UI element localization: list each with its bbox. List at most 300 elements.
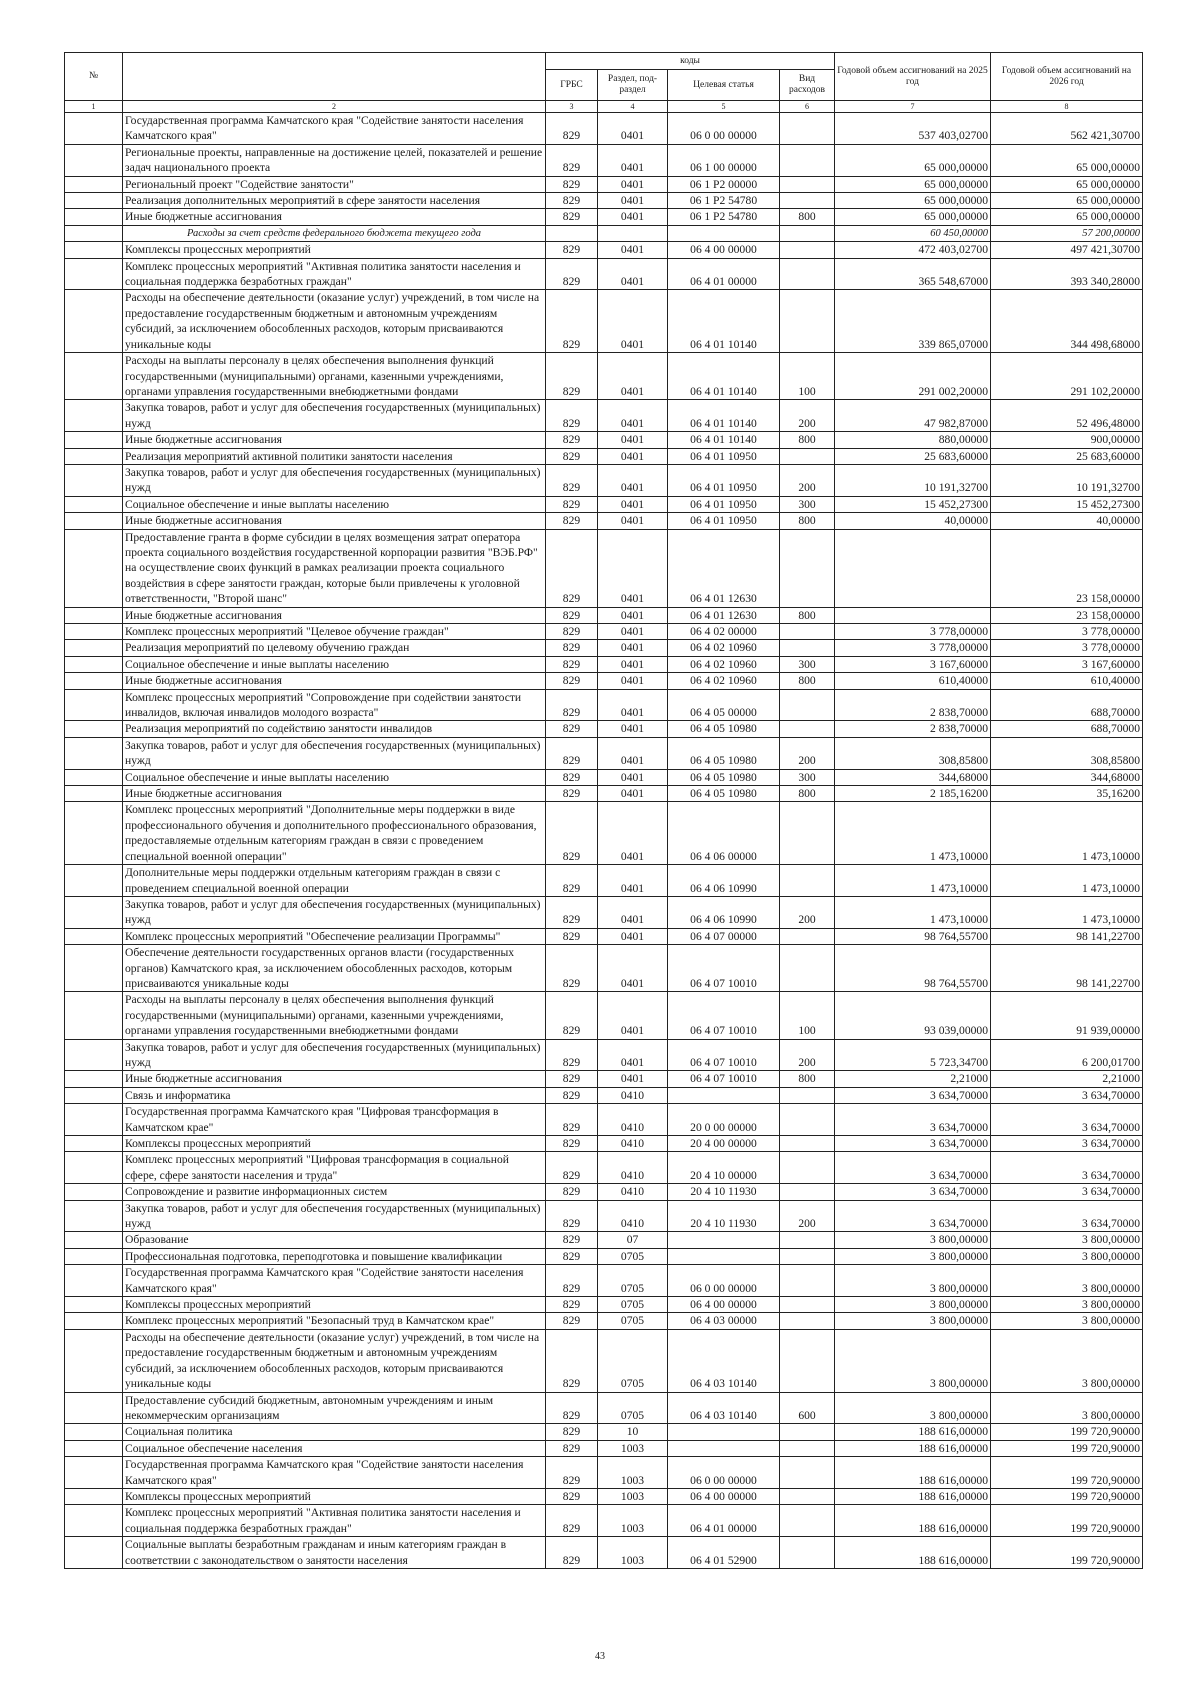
row-name: Социальное обеспечение и иные выплаты населению	[123, 496, 546, 512]
row-section: 0401	[598, 786, 668, 802]
row-volume-2025: 10 191,32700	[835, 464, 991, 496]
row-expense-type	[780, 1136, 835, 1152]
row-target-article: 06 4 07 10010	[668, 945, 780, 992]
table-row	[65, 1329, 1143, 1392]
row-section: 0401	[598, 865, 668, 897]
row-volume-2025: 1 473,10000	[835, 865, 991, 897]
row-target-article: 06 4 07 10010	[668, 1039, 780, 1071]
row-name: Закупка товаров, работ и услуг для обеспечения государственных (муниципальных) нужд	[123, 464, 546, 496]
row-section: 0401	[598, 673, 668, 689]
row-volume-2025: 188 616,00000	[835, 1537, 991, 1569]
row-volume-2026: 65 000,00000	[991, 209, 1143, 225]
row-volume-2026: 291 102,20000	[991, 353, 1143, 400]
row-target-article: 06 4 07 10010	[668, 992, 780, 1039]
row-volume-2025: 3 634,70000	[835, 1136, 991, 1152]
row-section: 0705	[598, 1248, 668, 1264]
header-colnum: 2	[123, 101, 546, 113]
row-expense-type	[780, 1152, 835, 1184]
row-volume-2026: 308,85800	[991, 737, 1143, 769]
row-grbs: 829	[546, 176, 598, 192]
table-row	[65, 209, 1143, 225]
row-name: Иные бюджетные ассигнования	[123, 673, 546, 689]
row-volume-2026: 52 496,48000	[991, 400, 1143, 432]
table-row	[65, 1505, 1143, 1537]
row-volume-2025: 15 452,27300	[835, 496, 991, 512]
row-section: 0705	[598, 1329, 668, 1392]
row-expense-type	[780, 1184, 835, 1200]
row-volume-2026: 3 634,70000	[991, 1200, 1143, 1232]
row-grbs: 829	[546, 1457, 598, 1489]
row-section: 0401	[598, 1071, 668, 1087]
row-number-cell	[65, 176, 123, 192]
row-number-cell	[65, 992, 123, 1039]
row-number-cell	[65, 737, 123, 769]
header-target: Целевая статья	[668, 70, 780, 101]
table-row	[65, 802, 1143, 865]
row-name: Социальное обеспечение населения	[123, 1440, 546, 1456]
row-target-article	[668, 1232, 780, 1248]
row-grbs: 829	[546, 144, 598, 176]
table-row	[65, 673, 1143, 689]
row-volume-2025: 3 634,70000	[835, 1087, 991, 1103]
row-expense-type	[780, 1440, 835, 1456]
row-target-article: 06 4 01 00000	[668, 258, 780, 290]
row-volume-2025: 291 002,20000	[835, 353, 991, 400]
row-target-article: 06 4 01 12630	[668, 529, 780, 607]
table-row	[65, 945, 1143, 992]
row-volume-2026: 3 800,00000	[991, 1329, 1143, 1392]
row-number-cell	[65, 432, 123, 448]
row-target-article: 06 4 01 10140	[668, 432, 780, 448]
row-section: 0401	[598, 1039, 668, 1071]
row-section: 0401	[598, 928, 668, 944]
row-section: 0705	[598, 1392, 668, 1424]
row-target-article: 06 4 01 10950	[668, 496, 780, 512]
row-grbs: 829	[546, 1184, 598, 1200]
row-volume-2025: 3 634,70000	[835, 1200, 991, 1232]
row-name: Закупка товаров, работ и услуг для обеспечения государственных (муниципальных) нужд	[123, 896, 546, 928]
table-row	[65, 992, 1143, 1039]
row-number-cell	[65, 673, 123, 689]
table-row	[65, 896, 1143, 928]
row-section: 0401	[598, 242, 668, 258]
row-volume-2025: 1 473,10000	[835, 896, 991, 928]
row-grbs: 829	[546, 721, 598, 737]
row-target-article: 06 4 02 10960	[668, 656, 780, 672]
row-target-article: 06 1 P2 54780	[668, 209, 780, 225]
row-name: Региональный проект "Содействие занятости"	[123, 176, 546, 192]
row-grbs: 829	[546, 1248, 598, 1264]
row-target-article: 06 1 P2 00000	[668, 176, 780, 192]
row-volume-2026: 3 634,70000	[991, 1184, 1143, 1200]
row-section: 0401	[598, 209, 668, 225]
row-volume-2025: 3 800,00000	[835, 1392, 991, 1424]
row-expense-type	[780, 689, 835, 721]
row-section: 0410	[598, 1104, 668, 1136]
row-number-cell	[65, 1488, 123, 1504]
row-section: 1003	[598, 1537, 668, 1569]
row-target-article: 06 4 02 10960	[668, 640, 780, 656]
row-target-article: 06 4 03 10140	[668, 1392, 780, 1424]
table-row	[65, 1087, 1143, 1103]
row-volume-2026: 91 939,00000	[991, 992, 1143, 1039]
table-row	[65, 624, 1143, 640]
row-volume-2025	[835, 607, 991, 623]
row-target-article: 06 1 P2 54780	[668, 193, 780, 209]
row-name: Иные бюджетные ассигнования	[123, 209, 546, 225]
row-grbs: 829	[546, 113, 598, 145]
row-name: Комплекс процессных мероприятий "Безопасный труд в Камчатском крае"	[123, 1313, 546, 1329]
row-volume-2026: 688,70000	[991, 721, 1143, 737]
row-name: Закупка товаров, работ и услуг для обеспечения государственных (муниципальных) нужд	[123, 737, 546, 769]
row-volume-2025: 610,40000	[835, 673, 991, 689]
row-name: Сопровождение и развитие информационных систем	[123, 1184, 546, 1200]
row-grbs: 829	[546, 496, 598, 512]
table-row	[65, 1152, 1143, 1184]
row-grbs: 829	[546, 640, 598, 656]
row-section: 0410	[598, 1136, 668, 1152]
row-number-cell	[65, 1248, 123, 1264]
row-number-cell	[65, 928, 123, 944]
table-row	[65, 144, 1143, 176]
table-row	[65, 640, 1143, 656]
row-number-cell	[65, 769, 123, 785]
row-target-article: 20 4 10 11930	[668, 1184, 780, 1200]
row-grbs: 829	[546, 1136, 598, 1152]
header-colnum: 3	[546, 101, 598, 113]
row-number-cell	[65, 529, 123, 607]
row-name: Расходы на выплаты персоналу в целях обеспечения выполнения функций государственными (муниципальными) органами, казенными учреждениями, органами управления государственными внебюджетными фондами	[123, 992, 546, 1039]
row-expense-type	[780, 290, 835, 353]
row-expense-type: 200	[780, 464, 835, 496]
row-name: Комплекс процессных мероприятий "Цифровая трансформация в социальной сфере, сфере занятости населения и труда"	[123, 1152, 546, 1184]
row-target-article: 06 4 01 00000	[668, 1505, 780, 1537]
row-grbs: 829	[546, 290, 598, 353]
row-section: 0401	[598, 290, 668, 353]
row-volume-2025: 339 865,07000	[835, 290, 991, 353]
row-section: 0401	[598, 529, 668, 607]
row-volume-2025: 3 167,60000	[835, 656, 991, 672]
row-name: Комплекс процессных мероприятий "Активная политика занятости населения и социальная поддержка безработных граждан"	[123, 1505, 546, 1537]
row-number-cell	[65, 1184, 123, 1200]
row-target-article: 06 4 03 00000	[668, 1313, 780, 1329]
row-name: Реализация дополнительных мероприятий в сфере занятости населения	[123, 193, 546, 209]
row-volume-2026: 3 634,70000	[991, 1136, 1143, 1152]
row-grbs: 829	[546, 1424, 598, 1440]
row-volume-2026: 23 158,00000	[991, 529, 1143, 607]
row-expense-type	[780, 1104, 835, 1136]
row-number-cell	[65, 1440, 123, 1456]
row-expense-type: 800	[780, 432, 835, 448]
row-expense-type	[780, 1457, 835, 1489]
row-name: Дополнительные меры поддержки отдельным категориям граждан в связи с проведением специальной военной операции	[123, 865, 546, 897]
table-row	[65, 721, 1143, 737]
row-expense-type	[780, 624, 835, 640]
row-volume-2025: 3 800,00000	[835, 1297, 991, 1313]
row-expense-type	[780, 945, 835, 992]
row-expense-type	[780, 1329, 835, 1392]
row-name: Комплекс процессных мероприятий "Дополнительные меры поддержки в виде профессионального обучения и дополнительного профессионального образования, предоставляемые отдельным категориям граждан в связи с проведением специальной военной операции"	[123, 802, 546, 865]
row-expense-type: 100	[780, 353, 835, 400]
row-section: 0401	[598, 432, 668, 448]
row-name: Социальная политика	[123, 1424, 546, 1440]
row-volume-2025: 3 800,00000	[835, 1329, 991, 1392]
row-volume-2025: 188 616,00000	[835, 1505, 991, 1537]
row-section: 0410	[598, 1184, 668, 1200]
row-expense-type	[780, 1232, 835, 1248]
row-grbs: 829	[546, 1505, 598, 1537]
row-grbs: 829	[546, 1297, 598, 1313]
header-section: Раздел, под-раздел	[598, 70, 668, 101]
row-grbs: 829	[546, 448, 598, 464]
row-name: Закупка товаров, работ и услуг для обеспечения государственных (муниципальных) нужд	[123, 1039, 546, 1071]
row-expense-type	[780, 258, 835, 290]
row-volume-2026: 393 340,28000	[991, 258, 1143, 290]
row-target-article	[668, 1248, 780, 1264]
row-name: Предоставление гранта в форме субсидии в целях возмещения затрат оператора проекта социального воздействия государственной корпорации развития "ВЭБ.РФ" на осуществление своих функций в рамках реализации проекта социального воздействия в сфере занятости граждан, которые были привлечены к уголовной ответственности, "Второй шанс"	[123, 529, 546, 607]
row-expense-type: 200	[780, 737, 835, 769]
row-target-article: 06 4 06 10990	[668, 896, 780, 928]
row-section: 0401	[598, 624, 668, 640]
table-row	[65, 400, 1143, 432]
row-expense-type	[780, 193, 835, 209]
row-target-article: 20 4 10 11930	[668, 1200, 780, 1232]
row-number-cell	[65, 1265, 123, 1297]
row-name: Комплекс процессных мероприятий "Активная политика занятости населения и социальная поддержка безработных граждан"	[123, 258, 546, 290]
row-number-cell	[65, 896, 123, 928]
row-name: Предоставление субсидий бюджетным, автономным учреждениям и иным некоммерческим организациям	[123, 1392, 546, 1424]
row-expense-type: 200	[780, 400, 835, 432]
row-volume-2026: 3 800,00000	[991, 1265, 1143, 1297]
row-section: 0401	[598, 802, 668, 865]
row-volume-2026: 25 683,60000	[991, 448, 1143, 464]
row-name: Расходы на обеспечение деятельности (оказание услуг) учреждений, в том числе на предоставление государственным бюджетным и автономным учреждениям субсидий, за исключением обособленных расходов, которым присваиваются уникальные коды	[123, 290, 546, 353]
table-row	[65, 113, 1143, 145]
row-expense-type: 200	[780, 1039, 835, 1071]
row-number-cell	[65, 640, 123, 656]
row-name: Государственная программа Камчатского края "Цифровая трансформация в Камчатском крае"	[123, 1104, 546, 1136]
row-volume-2026: 3 167,60000	[991, 656, 1143, 672]
row-number-cell	[65, 1297, 123, 1313]
row-volume-2025: 2 838,70000	[835, 689, 991, 721]
row-number-cell	[65, 258, 123, 290]
table-row	[65, 1392, 1143, 1424]
row-expense-type	[780, 1265, 835, 1297]
row-expense-type: 300	[780, 656, 835, 672]
row-volume-2026: 35,16200	[991, 786, 1143, 802]
row-volume-2026: 10 191,32700	[991, 464, 1143, 496]
row-volume-2025: 3 800,00000	[835, 1265, 991, 1297]
table-row	[65, 1232, 1143, 1248]
row-grbs: 829	[546, 193, 598, 209]
row-volume-2026: 98 141,22700	[991, 945, 1143, 992]
row-section: 0401	[598, 656, 668, 672]
row-name: Расходы на обеспечение деятельности (оказание услуг) учреждений, в том числе на предоставление государственным бюджетным и автономным учреждениям субсидий, за исключением обособленных расходов, которым присваиваются уникальные коды	[123, 1329, 546, 1392]
row-expense-type	[780, 529, 835, 607]
budget-table	[64, 52, 1143, 1569]
row-expense-type	[780, 1537, 835, 1569]
row-name: Реализация мероприятий по содействию занятости инвалидов	[123, 721, 546, 737]
table-row	[65, 928, 1143, 944]
row-grbs: 829	[546, 464, 598, 496]
row-section: 10	[598, 1424, 668, 1440]
row-target-article: 06 4 01 52900	[668, 1537, 780, 1569]
row-section: 0401	[598, 640, 668, 656]
table-row	[65, 432, 1143, 448]
row-number-cell	[65, 1200, 123, 1232]
row-volume-2026: 3 634,70000	[991, 1104, 1143, 1136]
row-grbs: 829	[546, 896, 598, 928]
row-grbs: 829	[546, 1071, 598, 1087]
row-section: 0401	[598, 176, 668, 192]
row-target-article: 20 4 10 00000	[668, 1152, 780, 1184]
row-grbs: 829	[546, 1537, 598, 1569]
row-target-article	[668, 1087, 780, 1103]
row-volume-2025: 3 778,00000	[835, 640, 991, 656]
table-row	[65, 1424, 1143, 1440]
row-number-cell	[65, 113, 123, 145]
row-section: 0705	[598, 1297, 668, 1313]
header-colnum: 8	[991, 101, 1143, 113]
row-grbs: 829	[546, 945, 598, 992]
row-volume-2026: 6 200,01700	[991, 1039, 1143, 1071]
row-target-article: 06 4 02 00000	[668, 624, 780, 640]
row-name: Региональные проекты, направленные на достижение целей, показателей и решение задач национального проекта	[123, 144, 546, 176]
row-name: Связь и информатика	[123, 1087, 546, 1103]
row-number-cell	[65, 1071, 123, 1087]
row-section: 0401	[598, 896, 668, 928]
row-volume-2026: 3 800,00000	[991, 1232, 1143, 1248]
row-name: Комплекс процессных мероприятий "Сопровождение при содействии занятости инвалидов, включая инвалидов молодого возраста"	[123, 689, 546, 721]
row-number-cell	[65, 464, 123, 496]
header-colnum: 7	[835, 101, 991, 113]
table-row	[65, 464, 1143, 496]
row-number-cell	[65, 607, 123, 623]
row-section: 0401	[598, 353, 668, 400]
row-name: Профессиональная подготовка, переподготовка и повышение квалификации	[123, 1248, 546, 1264]
row-section: 0401	[598, 464, 668, 496]
row-volume-2025: 93 039,00000	[835, 992, 991, 1039]
table-row	[65, 1537, 1143, 1569]
row-name: Комплекс процессных мероприятий "Целевое обучение граждан"	[123, 624, 546, 640]
table-row	[65, 1136, 1143, 1152]
row-target-article: 06 4 07 10010	[668, 1071, 780, 1087]
row-name: Комплексы процессных мероприятий	[123, 1136, 546, 1152]
row-target-article	[668, 1440, 780, 1456]
row-volume-2026: 344,68000	[991, 769, 1143, 785]
row-name: Социальные выплаты безработным гражданам и иным категориям граждан в соответствии с законодательством о занятости населения	[123, 1537, 546, 1569]
row-volume-2026: 15 452,27300	[991, 496, 1143, 512]
table-row	[65, 786, 1143, 802]
row-name: Иные бюджетные ассигнования	[123, 1071, 546, 1087]
header-grbs: ГРБС	[546, 70, 598, 101]
row-target-article: 06 4 07 00000	[668, 928, 780, 944]
table-row	[65, 1071, 1143, 1087]
row-number-cell	[65, 1329, 123, 1392]
row-volume-2026: 2,21000	[991, 1071, 1143, 1087]
row-number-cell	[65, 1424, 123, 1440]
row-volume-2025: 65 000,00000	[835, 193, 991, 209]
row-grbs: 829	[546, 242, 598, 258]
row-expense-type	[780, 802, 835, 865]
row-target-article: 06 4 01 10140	[668, 290, 780, 353]
row-name: Социальное обеспечение и иные выплаты населению	[123, 769, 546, 785]
row-volume-2025: 188 616,00000	[835, 1457, 991, 1489]
row-target-article: 06 1 00 00000	[668, 144, 780, 176]
row-volume-2026: 562 421,30700	[991, 113, 1143, 145]
row-name: Комплекс процессных мероприятий "Обеспечение реализации Программы"	[123, 928, 546, 944]
row-section: 0705	[598, 1265, 668, 1297]
row-name: Расходы на выплаты персоналу в целях обеспечения выполнения функций государственными (муниципальными) органами, казенными учреждениями, органами управления государственными внебюджетными фондами	[123, 353, 546, 400]
row-expense-type: 200	[780, 1200, 835, 1232]
row-expense-type	[780, 176, 835, 192]
row-section: 1003	[598, 1440, 668, 1456]
document-page	[64, 52, 1142, 1569]
row-grbs: 829	[546, 992, 598, 1039]
row-grbs: 829	[546, 1104, 598, 1136]
row-target-article: 06 0 00 00000	[668, 1457, 780, 1489]
row-target-article: 06 4 05 10980	[668, 769, 780, 785]
row-number-cell	[65, 448, 123, 464]
row-name: Государственная программа Камчатского края "Содействие занятости населения Камчатского края"	[123, 1457, 546, 1489]
row-name: Комплексы процессных мероприятий	[123, 1297, 546, 1313]
row-target-article: 06 4 01 10140	[668, 400, 780, 432]
row-expense-type	[780, 1505, 835, 1537]
row-section	[598, 225, 668, 241]
row-grbs: 829	[546, 1313, 598, 1329]
row-grbs: 829	[546, 400, 598, 432]
row-volume-2026: 3 800,00000	[991, 1313, 1143, 1329]
row-grbs: 829	[546, 673, 598, 689]
row-number-cell	[65, 1313, 123, 1329]
row-number-cell	[65, 624, 123, 640]
table-row	[65, 1313, 1143, 1329]
table-row	[65, 1104, 1143, 1136]
row-target-article: 06 4 01 10140	[668, 353, 780, 400]
row-section: 0401	[598, 721, 668, 737]
row-number-cell	[65, 1136, 123, 1152]
row-volume-2025: 3 634,70000	[835, 1184, 991, 1200]
row-target-article	[668, 1424, 780, 1440]
row-name: Реализация мероприятий по целевому обучению граждан	[123, 640, 546, 656]
row-section: 0401	[598, 992, 668, 1039]
row-grbs: 829	[546, 865, 598, 897]
row-expense-type	[780, 721, 835, 737]
row-volume-2025	[835, 529, 991, 607]
table-row	[65, 689, 1143, 721]
row-expense-type: 300	[780, 769, 835, 785]
row-expense-type: 100	[780, 992, 835, 1039]
row-volume-2025: 98 764,55700	[835, 928, 991, 944]
table-row	[65, 737, 1143, 769]
row-grbs: 829	[546, 607, 598, 623]
row-target-article: 06 0 00 00000	[668, 1265, 780, 1297]
row-expense-type	[780, 928, 835, 944]
row-volume-2026: 900,00000	[991, 432, 1143, 448]
row-section: 0401	[598, 144, 668, 176]
row-grbs: 829	[546, 1392, 598, 1424]
row-volume-2025: 65 000,00000	[835, 144, 991, 176]
row-name: Иные бюджетные ассигнования	[123, 607, 546, 623]
row-name: Закупка товаров, работ и услуг для обеспечения государственных (муниципальных) нужд	[123, 400, 546, 432]
row-volume-2026: 3 634,70000	[991, 1152, 1143, 1184]
table-row	[65, 1184, 1143, 1200]
row-target-article: 06 4 06 10990	[668, 865, 780, 897]
row-volume-2026: 610,40000	[991, 673, 1143, 689]
row-number-cell	[65, 353, 123, 400]
row-grbs: 829	[546, 802, 598, 865]
row-name: Обеспечение деятельности государственных органов власти (государственных органов) Камчатского края, за исключением обособленных расходов, которым присваиваются уникальные коды	[123, 945, 546, 992]
